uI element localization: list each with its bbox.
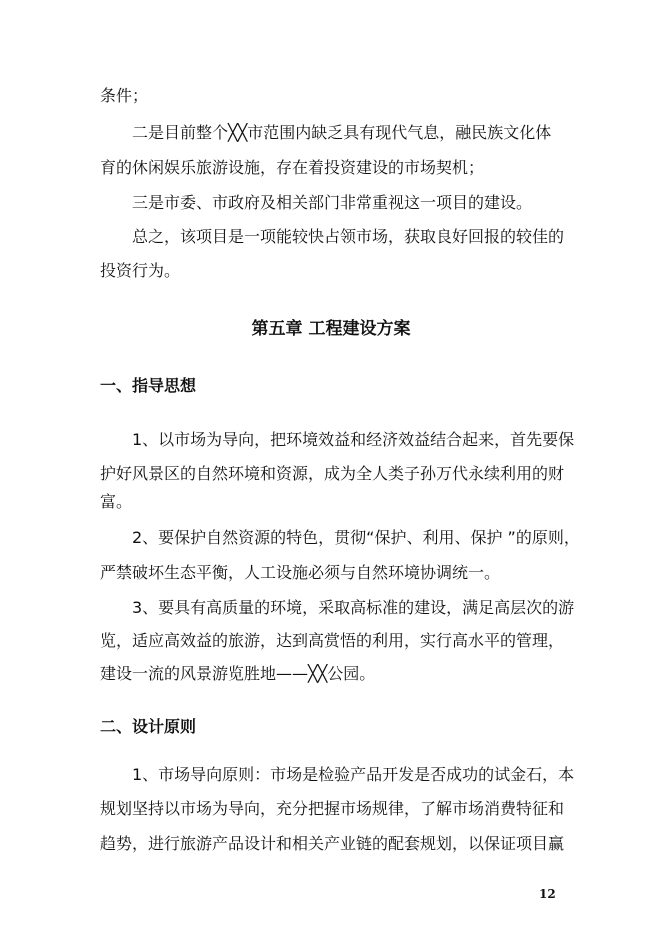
page-number: 12 — [539, 887, 556, 901]
section-heading: 二、设计原则 — [100, 717, 197, 736]
text-line: 二是目前整个╳╳市范围内缺乏具有现代气息，融民族文化体 — [132, 123, 552, 142]
text-line: 护好风景区的自然环境和资源，成为全人类子孙万代永续利用的财 — [100, 464, 565, 483]
text-line: 育的休闲娱乐旅游设施，存在着投资建设的市场契机； — [100, 158, 485, 177]
text-line: 严禁破坏生态平衡，人工设施必须与自然环境协调统一。 — [100, 563, 501, 582]
text-line: 投资行为。 — [100, 261, 181, 280]
text-line: 览，适应高效益的旅游，达到高赏悟的利用，实行高水平的管理， — [100, 631, 565, 650]
text-line: 条件； — [100, 86, 149, 105]
text-line: 规划坚持以市场为导向，充分把握市场规律，了解市场消费特征和 — [100, 799, 565, 818]
text-line: 2、要保护自然资源的特色，贯彻“保护、利用、保护 ”的原则， — [132, 528, 580, 547]
text-line: 富。 — [100, 492, 133, 511]
section-heading: 一、指导思想 — [100, 376, 197, 395]
text-line: 3、要具有高质量的环境，采取高标准的建设，满足高层次的游 — [132, 598, 575, 617]
text-line: 总之，该项目是一项能较快占领市场，获取良好回报的较佳的 — [132, 227, 565, 246]
text-line: 建设一流的风景游览胜地——╳╳公园。 — [100, 664, 376, 683]
text-line: 1、市场导向原则：市场是检验产品开发是否成功的试金石，本 — [132, 765, 575, 784]
text-line: 1、以市场为导向，把环境效益和经济效益结合起来，首先要保 — [132, 430, 575, 449]
text-line: 趋势，进行旅游产品设计和相关产业链的配套规划，以保证项目赢 — [100, 834, 565, 853]
text-line: 三是市委、市政府及相关部门非常重视这一项目的建设。 — [132, 193, 533, 212]
chapter-title: 第五章 工程建设方案 — [251, 319, 411, 339]
